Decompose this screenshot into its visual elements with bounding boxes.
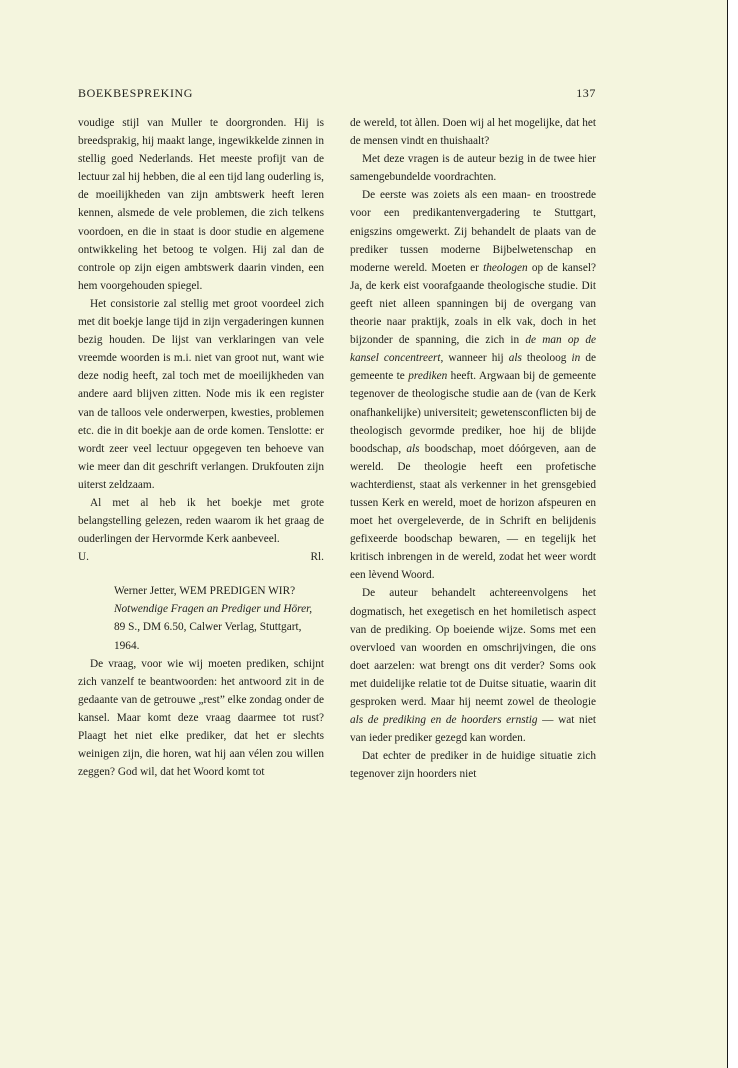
italic-run: als de prediking en de hoorders ernstig [350,714,538,727]
book-subtitle: Notwendige Fragen an Prediger und Hörer, [114,603,313,616]
right-column [350,114,596,783]
book-author-title: Werner Jetter, WEM PREDIGEN WIR? [114,585,296,598]
left-column [78,114,324,781]
text-run: wanneer hij [443,352,509,365]
text-run: de gemeente te [350,352,596,383]
right-paragraph-4 [350,584,596,747]
text-run: heeft. Argwaan bij de gemeente tegenover de theologische studie aan de (van de Kerk onafhankelijke) universiteit; gewetensconflicten bij de theologisch gevormde prediker, hoe hij de blijde boodschap, [350,370,596,455]
signature-name: Rl. [310,551,324,564]
running-header [78,86,596,102]
text-run: De auteur behandelt achtereenvolgens het dogmatisch, het exegetisch en het homiletisch aspect van de prediking. Op boeiende wijze. Soms met een overvloed van woorden en omschrijvingen, die ons doet aarzelen: wat brengt ons dit verder? Soms ook met duidelijke relatie tot de Duitse situatie, waarin dit gesproken werd. Maar hij neemt zowel de theologie [350,587,596,708]
book-reference [114,582,324,654]
text-run: De eerste was zoiets als een maan- en troostrede voor een predikantenvergadering te Stuttgart, enigszins omgewerkt. Zij behandelt de plaats van de prediker tussen moderne Bijbelwetenschap en moderne wereld. Moeten er [350,189,596,274]
italic-run: als [406,442,420,455]
text-run: op de kansel? Ja, de kerk eist voorafgaande theologische studie. Dit geeft niet alleen spanningen bij de overgang van theorie naar praktijk, zoals in elk vak, doch in het bijzonder de spanning, die zich in [350,261,596,347]
right-paragraph-5: Dat echter de prediker in de huidige situatie zich tegenover zijn hoorders niet [350,750,596,781]
left-paragraph-1: voudige stijl van Muller te doorgronden. Hij is breedsprakig, hij maakt lange, ingewikkelde zinnen in stellig goed Nederlands. Het meeste profijt van de lectuur zal hij hebben, die al een tijd lang ouderling is, de moeilijkheden van zijn ambtswerk heeft leren kennen, alsmede de vele problemen, die zich telkens voordoen, en die in staat is door studie en algemene ontwikkeling het betoog te volgen. Hij zal dan de controle op zijn eigen ambtswerk daarin vinden, een hem voorgehouden spiegel. [78,117,324,292]
text-run: boodschap, moet dóórgeven, aan de wereld. De theologie heeft een profetische wachterdienst, staat als verkenner in het grensgebied tussen Kerk en wereld, moet de horizon afspeuren en moet het overgeleverde, de in Schrift en belijdenis gefixeerde boodschap bewaren, — en tegelijk het kritisch inbrengen in de wereld, zodat het weer wordt een lèvend Woord. [350,442,596,582]
italic-run: de man op de kansel concentreert, [350,334,596,365]
italic-run: prediken [408,370,448,383]
italic-run: als [508,352,522,365]
reviewer-signature [78,548,324,566]
left-paragraph-4: De vraag, voor wie wij moeten prediken, schijnt zich vanzelf te beantwoorden: het antwoord zit in de gedaante van de getrouwe „rest” elke zondag onder de kansel. Maar komt deze vraag daarmee tot rust? Plaagt het niet elke prediker, dat het er slechts weinigen zijn, die horen, wat hij aan vélen zou willen zeggen? God wil, dat het Woord komt tot [78,657,324,779]
italic-run: theologen [483,261,528,274]
italic-run: in [571,352,581,365]
right-paragraph-2: Met deze vragen is de auteur bezig in de twee hier samengebundelde voordrachten. [350,153,596,184]
left-paragraph-3: Al met al heb ik het boekje met grote belangstelling gelezen, reden waarom ik het graag de ouderlingen der Hervormde Kerk aanbeveel. [78,496,324,546]
right-paragraph-1: de wereld, tot àllen. Doen wij al het mogelijke, dat het de mensen vindt en thuishaalt? [350,117,596,148]
right-paragraph-3 [350,186,596,584]
left-paragraph-2: Het consistorie zal stellig met groot voordeel zich met dit boekje lange tijd in zijn vergaderingen kunnen bezig houden. De lijst van verklaringen van vele vreemde woorden is m.i. niet van groot nut, want wie deze nodig heeft, zal toch met de moeilijkheden van andere aard blijven zitten. Node mis ik een register van de talloos vele onderwerpen, kwesties, problemen etc. die in dit boekje aan de orde komen. Tenslotte: er wordt zeer veel lectuur opgegeven ten behoeve van wie meer dan dit geschrift verlangen. Drukfouten zijn uiterst zeldzaam. [78,297,324,491]
page-number: 137 [576,86,596,100]
book-details: 89 S., DM 6.50, Calwer Verlag, Stuttgart, 1964. [114,621,302,652]
page-margin-strip [728,0,738,1068]
running-title: BOEKBESPREKING [78,86,194,100]
text-run: — wat niet van ieder prediker gezegd kan worden. [350,714,596,745]
text-run: theoloog [521,352,572,365]
section-spacer [78,566,324,582]
signature-initial: U. [78,551,89,564]
